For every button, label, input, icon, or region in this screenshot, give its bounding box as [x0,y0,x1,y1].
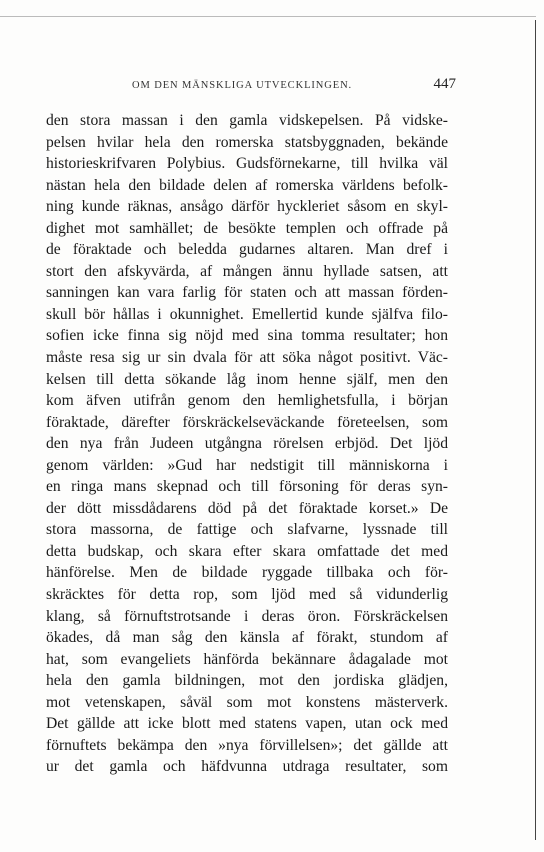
text-line: skräcktes för detta rop, som ljöd med så vidunderlig [46,586,448,604]
text-line: förnuftets bekämpa den »nya förvillelsen»; det gällde att [46,736,448,754]
page-right-edge [535,20,536,840]
text-line: genom världen: »Gud har nedstigit till människorna i [46,456,448,474]
text-line: måste resa sig ur sin dvala för att söka något positivt. Väc- [46,349,448,367]
text-line: kom äfven utifrån genom den hemlighetsfulla, i början [46,392,448,410]
text-line: der dött missdådarens död på det föraktade korset.» De [46,499,448,517]
text-line: sanningen kan vara farlig för staten och att massan förden- [46,284,448,302]
text-line: ur det gamla och häfdvunna utdraga resultater, som [46,758,448,776]
text-line: den stora massan i den gamla vidskepelsen. På vidske- [46,112,448,129]
running-title: OM DEN MÄNSKLIGA UTVECKLINGEN. [132,80,353,91]
text-line: detta budskap, och skara efter skara omfattade det med [46,542,448,560]
running-head [46,76,458,98]
page-number: 447 [433,76,456,92]
text-line: klang, så förnuftstrotsande i deras öron. Förskräckelsen [46,607,448,625]
text-line: ökades, då man såg den känsla af förakt, stundom af [46,629,448,647]
body-text [46,110,448,778]
text-line: nästan hela den bildade delen af romerska världens befolk- [46,176,448,194]
text-line: historieskrifvaren Polybius. Gudsförnekarne, till hvilka väl [46,155,448,173]
text-line: stora massorna, de fattige och slafvarne, lyssnade till [46,521,448,539]
text-line: hat, som evangeliets hänförda bekännare ådagalade mot [46,650,448,668]
text-line: kelsen till detta sökande låg inom henne själf, men den [46,370,448,388]
text-line: mot vetenskapen, såväl som mot konstens mästerverk. [46,693,448,711]
text-line: stort den afskyvärda, af mången ännu hyllade satsen, att [46,262,448,280]
text-line: de föraktade och beledda gudarnes altaren. Man dref i [46,241,448,259]
text-line: ning kunde räknas, ansågo därför hyckleriet såsom en skyl- [46,198,448,216]
text-line: Det gällde att icke blott med statens vapen, utan ock med [46,715,448,733]
text-line: föraktade, därefter förskräckelseväckande företeelsen, som [46,413,448,431]
text-line: sofien icke finna sig nöjd med sina tomma resultater; hon [46,327,448,345]
text-line: hela den gamla bildningen, mot den jordiska glädjen, [46,672,448,690]
page-top-edge [0,16,536,17]
text-line: en ringa mans skepnad och till försoning för deras syn- [46,478,448,496]
text-line: pelsen hvilar hela den romerska statsbyggnaden, bekände [46,133,448,151]
text-line: den nya från Judeen utgångna rörelsen erbjöd. Det ljöd [46,435,448,453]
text-line: skull bör hållas i okunnighet. Emellertid kunde själfva filo- [46,305,448,323]
text-line: dighet mot samhället; de besökte templen och offrade på [46,219,448,237]
text-line: hänförelse. Men de bildade ryggade tillbaka och för- [46,564,448,582]
